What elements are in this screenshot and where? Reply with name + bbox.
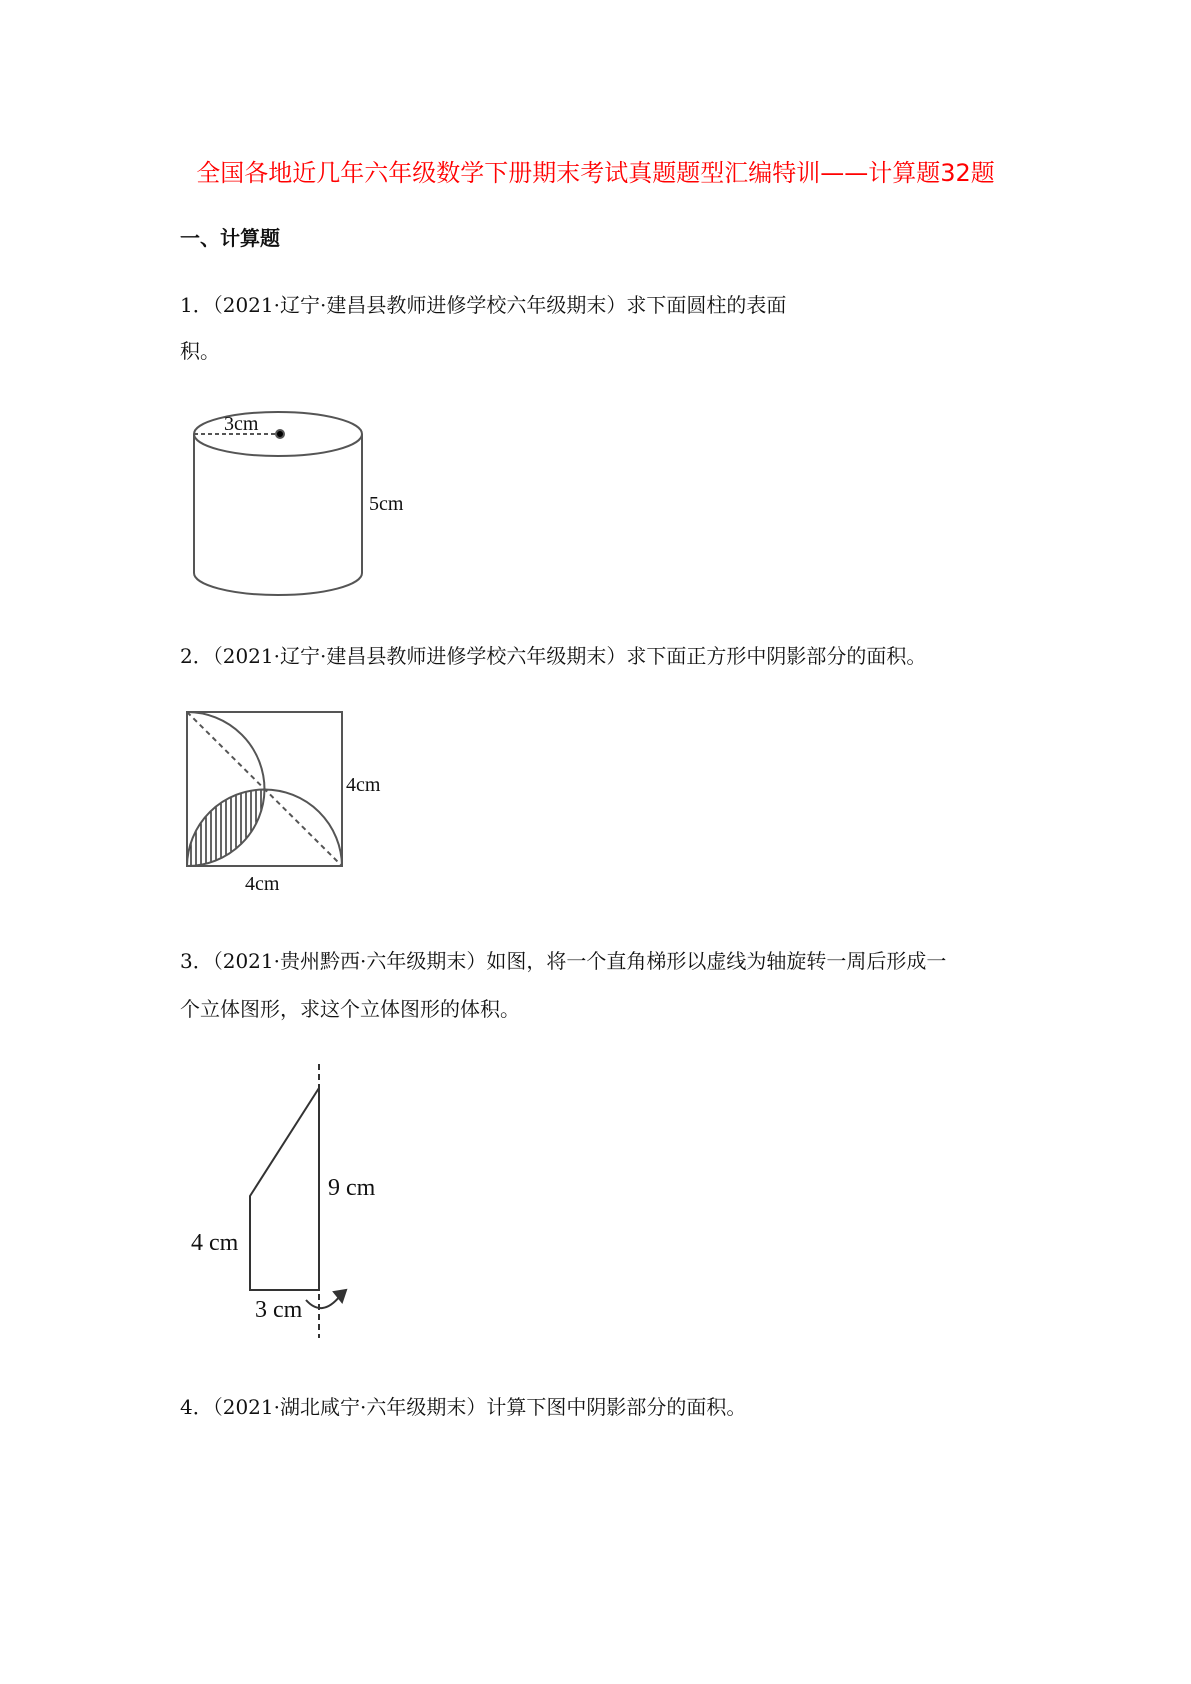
question-4-text: 4．（2021·湖北咸宁·六年级期末）计算下图中阴影部分的面积。 [180,1395,747,1419]
question-1-text-cont: 积。 [180,339,220,363]
cylinder-radius-label: 3cm [224,413,259,435]
square-figure [187,712,342,866]
trapezoid-left-label: 4 cm [191,1230,239,1256]
cylinder-height-label: 5cm [369,493,404,515]
question-3-text-cont: 个立体图形，求这个立体图形的体积。 [180,997,520,1021]
cylinder-figure [194,412,362,595]
trapezoid-bottom-label: 3 cm [255,1297,303,1323]
question-1-text: 1．（2021·辽宁·建昌县教师进修学校六年级期末）求下面圆柱的表面 [180,293,787,317]
question-3-text: 3．（2021·贵州黔西·六年级期末）如图，将一个直角梯形以虚线为轴旋转一周后形成一 [180,949,947,973]
section-heading: 一、计算题 [180,226,280,250]
square-bottom-label: 4cm [245,873,280,895]
document-title: 全国各地近几年六年级数学下册期末考试真题题型汇编特训——计算题32题 [196,159,995,187]
square-side-label: 4cm [346,774,381,796]
question-2-text: 2．（2021·辽宁·建昌县教师进修学校六年级期末）求下面正方形中阴影部分的面积。 [180,644,927,668]
trapezoid-height-label: 9 cm [328,1175,376,1201]
